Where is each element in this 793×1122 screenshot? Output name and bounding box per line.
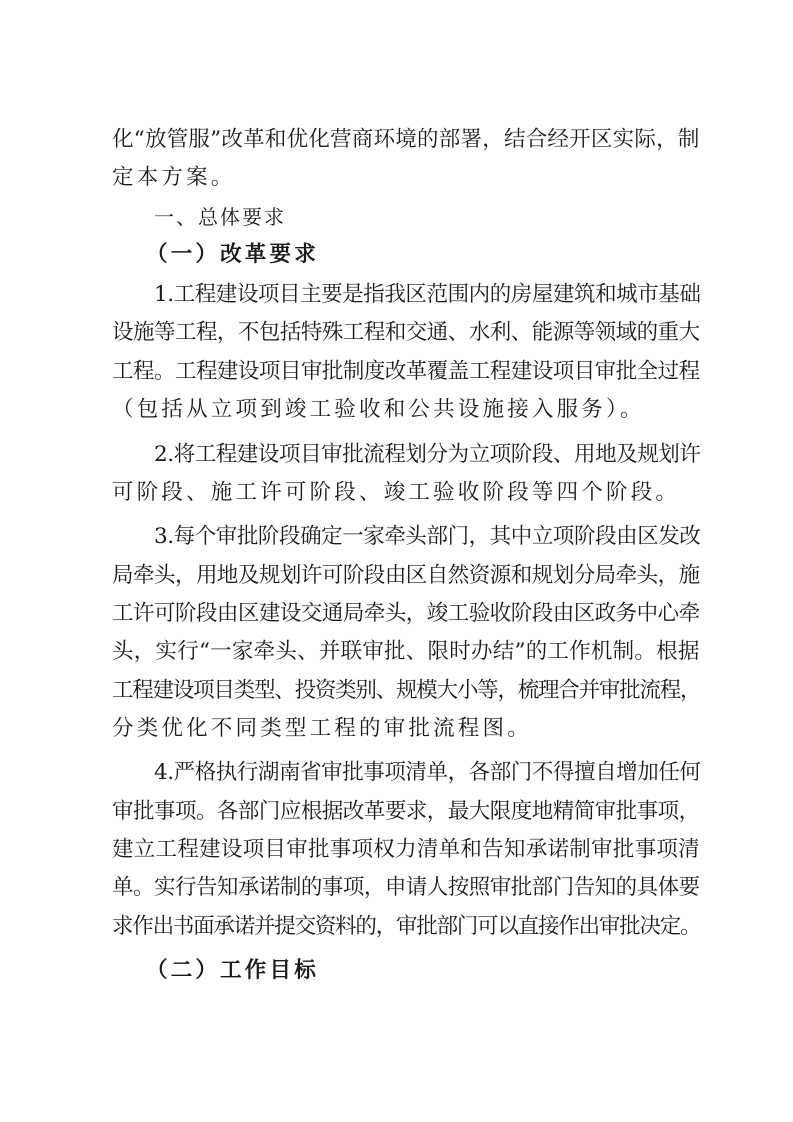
body-text-line: 定本方案。 [112, 165, 236, 190]
section-heading: 一、总体要求 [154, 205, 286, 229]
body-text-line: 建立工程建设项目审批事项权力清单和告知承诺制审批事项清 [112, 837, 700, 862]
subsection-heading: （二）工作目标 [146, 958, 319, 983]
body-text-line: （包括从立项到竣工验收和公共设施接入服务）。 [112, 397, 645, 422]
body-text-line: 分类优化不同类型工程的审批流程图。 [112, 716, 532, 741]
body-text-line: 3.每个审批阶段确定一家牵头部门，其中立项阶段由区发改 [154, 524, 701, 549]
body-text-line: 局牵头，用地及规划许可阶段由区自然资源和规划分局牵头，施 [112, 563, 700, 588]
body-text-line: 审批事项。各部门应根据改革要求，最大限度地精简审批事项， [112, 799, 700, 824]
body-text-line: 工程。工程建设项目审批制度改革覆盖工程建设项目审批全过程 [112, 359, 700, 384]
body-text-line: 工程建设项目类型、投资类别、规模大小等，梳理合并审批流程， [112, 678, 701, 703]
body-text-line: 头，实行“一家牵头、并联审批、限时办结”的工作机制。根据 [112, 639, 700, 664]
body-text-line: 工许可阶段由区建设交通局牵头，竣工验收阶段由区政务中心牵 [112, 601, 700, 626]
body-text-line: 设施等工程，不包括特殊工程和交通、水利、能源等领域的重大 [112, 320, 700, 345]
body-text-line: 4.严格执行湖南省审批事项清单，各部门不得擅自增加任何 [154, 760, 701, 785]
body-text-line: 2.将工程建设项目审批流程划分为立项阶段、用地及规划许 [154, 442, 701, 467]
body-text-line: 可阶段、施工许可阶段、竣工验收阶段等四个阶段。 [112, 480, 681, 505]
body-text-line: 化“放管服”改革和优化营商环境的部署，结合经开区实际，制 [112, 127, 700, 152]
body-text-line: 求作出书面承诺并提交资料的，审批部门可以直接作出审批决定。 [112, 914, 701, 939]
body-text-line: 单。实行告知承诺制的事项，申请人按照审批部门告知的具体要 [112, 875, 700, 900]
body-text-line: 1.工程建设项目主要是指我区范围内的房屋建筑和城市基础 [154, 282, 701, 307]
subsection-heading: （一）改革要求 [146, 242, 319, 267]
